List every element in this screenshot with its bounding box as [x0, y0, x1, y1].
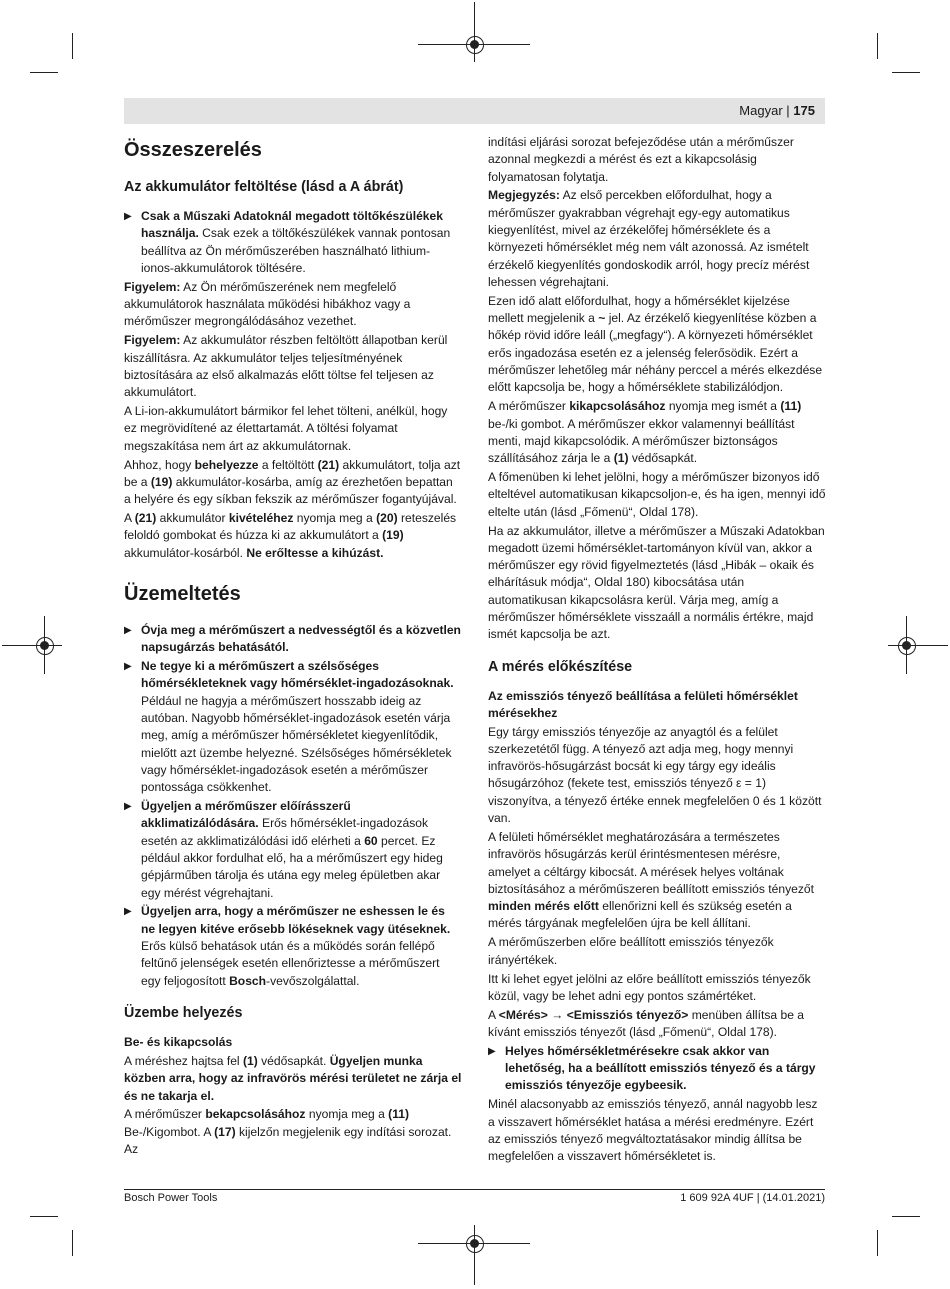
bullet-bold: Ügyeljen a mérőműszer előírásszerű akklimatizálódására.: [141, 799, 351, 831]
bullet-bold: Óvja meg a mérőműszert a nedvességtől és a közvetlen napsugárzás behatásától.: [141, 622, 461, 655]
text-bold: kikapcsolásához: [569, 399, 666, 414]
reference-number: (11): [780, 399, 802, 414]
reference-number: (17): [214, 1124, 236, 1139]
warning-bullet: [124, 208, 462, 277]
text: akkumulátor-kosárba, amíg az érezhetően bepattan a helyére és egy síkban fekszik az mérőműszer fogantyújával.: [124, 474, 457, 507]
paragraph: [488, 187, 826, 291]
paragraph: Ha az akkumulátor, illetve a mérőműszer a Műszaki Adatokban megadott üzemi hőmérséklet-tartományon kívül van, akkor a mérőműszer egy rövid figyelmeztetés (lásd „Hibák – okaik és elhárításuk módja“, Oldal 180) kibocsátása után automatikusan kikapcsolásra kerül. Várja meg, amíg a mérőműszer hőmérséklete visszaáll a normális értékre, majd ismét kapcsolja be azt.: [488, 523, 825, 642]
registration-mark-icon: [36, 637, 54, 655]
paragraph: [488, 293, 826, 397]
registration-mark-icon: [466, 1235, 484, 1253]
text-bold: kivételéhez: [228, 511, 294, 526]
registration-line: [888, 645, 948, 646]
bullet-text: percet. Ez például akkor fordulhat elő, ha a mérőműszert egy hideg gépjárműben tárolja és utána egy meleg épületben akar egy mérést végrehajtani.: [141, 833, 443, 900]
paragraph-text: Az első percekben előfordulhat, hogy a mérőműszer gyakrabban végrehajt egy-egy automatikus kiegyenlítést, mivel az érzékelőfej hőmérséklete és a környezeti hőmérséklet még nem vált azonossá. Az ismételt érzékelő kiegyenlítés gondoskodik arról, hogy precíz mérést lehessen végrehajtani.: [488, 188, 810, 289]
subheading-preparation: A mérés előkészítése: [488, 658, 633, 675]
paragraph: A mérőműszerben előre beállított emissziós tényezők irányértékek.: [488, 935, 774, 967]
text-bold: Bosch: [229, 973, 267, 988]
arrow-right-icon: ▶: [488, 1045, 496, 1057]
reference-number: (1): [242, 1053, 258, 1068]
warning-bullet: [124, 658, 462, 796]
text: A felületi hőmérséklet meghatározására a természetes infravörös hősugárzás kerül érintésmentesen mérésre, amelyet a céltárgy kibocsát. A mérések helyes voltának biztosításához a mérőműszeren beállított emissziós tényezőt: [488, 829, 815, 896]
text: Ezen idő alatt előfordulhat, hogy a hőmérséklet kijelzése mellett megjelenik a: [488, 293, 790, 326]
text: a feltöltött: [258, 457, 318, 472]
section-heading-assembly: Összeszerelés: [124, 139, 262, 161]
paragraph: [488, 1007, 826, 1042]
reference-number: (21): [134, 511, 157, 526]
header-language: Magyar: [739, 103, 783, 118]
crop-mark: [877, 33, 878, 59]
arrow-symbol: →: [547, 1007, 567, 1022]
section-heading-operation: Üzemeltetés: [124, 582, 241, 605]
crop-mark: [30, 1216, 58, 1217]
warning-bullet: [124, 798, 462, 902]
reference-number: (21): [317, 457, 340, 472]
paragraph: [124, 457, 462, 509]
registration-mark-icon: [466, 36, 484, 54]
right-column: [488, 134, 826, 1167]
reference-number: (1): [613, 451, 629, 466]
text: nyomja meg ismét a: [665, 399, 781, 414]
paragraph-text: Az akkumulátor részben feltöltött állapotban kerül kiszállításra. Az akkumulátor teljes teljesítményének biztosítására az első alkalmazás előtt töltse fel teljesen az akkumulátort.: [124, 333, 448, 400]
text: nyomja meg a: [293, 511, 377, 526]
page-number: 175: [793, 103, 815, 118]
warning-bullet: [124, 903, 462, 989]
text: akkumulátort, tolja azt be a: [124, 457, 461, 489]
text: kijelzőn megjelenik egy indítási sorozat. Az: [124, 1124, 452, 1156]
paragraph: Minél alacsonyabb az emissziós tényező, annál nagyobb lesz a visszavert hőmérséklet hatása a mérési eredményre. Ezért az emissziós tényező megváltoztatásakor mindig állítsa be megfelelően a visszavert hőmérsékletet is.: [488, 1097, 818, 1164]
warning-bullet: [124, 622, 462, 657]
footer-rule: [124, 1189, 825, 1190]
tilde-symbol: ~: [598, 311, 606, 326]
text-bold: Ne erőltesse a kihúzást.: [246, 545, 384, 560]
text-bold: bekapcsolásához: [205, 1107, 306, 1122]
reference-number: (20): [376, 511, 398, 526]
reference-number: (11): [388, 1107, 410, 1122]
footer-brand: Bosch Power Tools: [124, 1192, 218, 1204]
bullet-bold: Ne tegye ki a mérőműszert a szélsőséges hőmérsékleteknek vagy hőmérséklet-ingadozásoknak.: [141, 659, 454, 691]
text: védősapkát.: [257, 1053, 330, 1068]
crop-mark: [72, 33, 73, 59]
left-column: [124, 134, 462, 1160]
text: jel. Az érzékelő kiegyenlítése közben a hőkép rövid időre leáll („megfagy“). A környezeti hőmérséklet erős ingadozása esetén ez a jelenség felerősödik. Ezért a mérőműszer lehetőleg már néhány perccel a mérés elkezdése előtt kapcsolja be, hogy a hőmérséklete stabilizálódjon.: [488, 311, 823, 395]
crop-mark: [877, 1230, 878, 1256]
text: reteszelés feloldó gombokat és húzza ki az akkumulátort a: [124, 511, 457, 543]
paragraph: [488, 829, 826, 933]
page-header: [124, 98, 825, 124]
text: be-/ki gombot. A mérőműszer ekkor valamennyi beállítást menti, majd kikapcsolódik. A mérőműszer biztonságos szállításához zárja le a: [488, 416, 795, 466]
paragraph: Itt ki lehet egyet jelölni az előre beállított emissziós tényezők közül, vagy be lehet adni egy pontos számértéket.: [488, 971, 811, 1003]
note-label: Figyelem:: [124, 279, 181, 294]
arrow-right-icon: ▶: [124, 906, 132, 918]
text: A méréshez hajtsa fel: [124, 1053, 243, 1068]
bullet-text: Csak ezek a töltőkészülékek vannak pontosan beállítva az Ön mérőműszerében használható lithium-ionos-akkumulátorok töltésére.: [141, 226, 451, 275]
reference-number: (19): [150, 474, 173, 489]
subheading-charging: Az akkumulátor feltöltése (lásd a A ábrát): [124, 179, 404, 195]
note-label: Megjegyzés:: [488, 188, 560, 203]
paragraph: A főmenüben ki lehet jelölni, hogy a mérőműszer bizonyos idő elteltével automatikusan kikapcsoljon-e, és ha igen, mennyi idő eltelte után (lásd „Főmenü“, Oldal 178).: [488, 470, 826, 519]
crop-mark: [892, 72, 920, 73]
text-bold: Ügyeljen munka közben arra, hogy az infravörös mérési területet ne zárja el és ne takarja el.: [124, 1053, 462, 1103]
paragraph: [488, 398, 826, 467]
text: ellenőrizni kell és szükség esetén a mérés tárgyának megfelelően újra be kell állítani.: [488, 899, 792, 931]
text: akkumulátor-kosárból.: [124, 545, 247, 560]
paragraph: Egy tárgy emissziós tényezője az anyagtól és a felület szerkezetétől függ. A tényező azt adja meg, hogy mennyi infravörös-hősugárzást bocsát ki egy tárgy egy ideális hősugárzóhoz (fekete test, emissziós tényező ε = 1) viszonyítva, a tényező értéke ennek megfelelően 0 és 1 között van.: [488, 724, 822, 826]
text: A: [124, 511, 135, 526]
paragraph: [124, 279, 462, 331]
paragraph: [124, 1106, 462, 1158]
registration-line: [474, 1225, 475, 1285]
text: akkumulátor: [156, 511, 229, 526]
bullet-bold: Csak a Műszaki Adatoknál megadott töltőkészülékek használja.: [141, 209, 443, 241]
subsubheading-emissivity: Az emissziós tényező beállítása a felületi hőmérséklet mérésekhez: [488, 688, 798, 720]
text-bold: minden mérés előtt: [488, 899, 599, 914]
bullet-text: Erős külső behatások után és a működés során fellépő feltűnő jelenségek esetén ellenőriztesse a mérőműszert egy feljogosított: [141, 939, 440, 988]
bullet-text: Erős hőmérséklet-ingadozások esetén az akklimatizálódási idő elérheti a: [141, 816, 429, 848]
arrow-right-icon: ▶: [124, 801, 132, 813]
text: nyomja meg a: [305, 1107, 389, 1122]
text-bold: 60: [364, 833, 378, 848]
text: Ahhoz, hogy: [124, 457, 195, 472]
text: A mérőműszer: [124, 1107, 206, 1122]
text: menüben állítsa be a kívánt emissziós tényezőt (lásd „Főmenü“, Oldal 178).: [488, 1007, 804, 1039]
header-separator: |: [786, 103, 790, 118]
subheading-startup: Üzembe helyezés: [124, 1004, 243, 1021]
text: védősapkát.: [628, 451, 698, 466]
menu-reference: <Mérés>: [498, 1007, 548, 1022]
paragraph: [124, 332, 462, 401]
reference-number: (19): [382, 528, 404, 543]
paragraph: A Li-ion-akkumulátort bármikor fel lehet tölteni, anélkül, hogy ez megrövidítené az élettartamát. A töltési folyamat megszakítása nem árt az akkumulátornak.: [124, 404, 448, 453]
subsubheading-on-off: Be- és kikapcsolás: [124, 1034, 233, 1049]
text: Be-/Kigombot. A: [124, 1124, 215, 1139]
warning-bullet: [488, 1043, 826, 1095]
bullet-text: -vevőszolgálattal.: [266, 973, 360, 988]
crop-mark: [30, 72, 58, 73]
arrow-right-icon: ▶: [124, 211, 132, 222]
registration-mark-icon: [898, 637, 916, 655]
note-label: Figyelem:: [124, 333, 181, 348]
crop-mark: [892, 1216, 920, 1217]
arrow-right-icon: ▶: [124, 661, 132, 673]
paragraph: indítási eljárási sorozat befejeződése után a mérőműszer azonnal megkezdi a mérést és ezt a kikapcsolásig folyamatosan folytatja.: [488, 135, 794, 184]
text-bold: behelyezze: [194, 457, 259, 472]
crop-mark: [72, 1230, 73, 1256]
paragraph: [124, 1053, 462, 1105]
bullet-text: Például ne hagyja a mérőműszert hosszabb ideig az autóban. Nagyobb hőmérséklet-ingadozások esetén várja meg, amíg a mérőműszer hőmérsékletet kiegyenlítődik, mielőtt azt üzembe helyezné. Szélsőséges hőmérsékletek vagy hőmérséklet-ingadozások esetén a mérőműszer pontossága csökkenhet.: [141, 693, 452, 795]
header-label: [739, 103, 815, 118]
paragraph: [124, 510, 462, 562]
bullet-bold: Helyes hőmérsékletmérésekre csak akkor van lehetőség, ha a beállított emissziós tényező és a tárgy emissziós tényezője egybeesik.: [505, 1043, 816, 1093]
footer-docnumber: 1 609 92A 4UF | (14.01.2021): [680, 1192, 825, 1204]
text: A: [488, 1007, 499, 1022]
text: A mérőműszer: [488, 399, 570, 414]
menu-reference: <Emissziós tényező>: [566, 1007, 689, 1022]
bullet-bold: Ügyeljen arra, hogy a mérőműszer ne eshessen le és ne legyen kitéve erősebb lökéseknek vagy ütéseknek.: [141, 904, 451, 936]
arrow-right-icon: ▶: [124, 624, 132, 636]
paragraph-text: Az Ön mérőműszerének nem megfelelő akkumulátorok használata működési hibákhoz vagy a mérőműszer megrongálódásához vezethet.: [124, 279, 411, 329]
